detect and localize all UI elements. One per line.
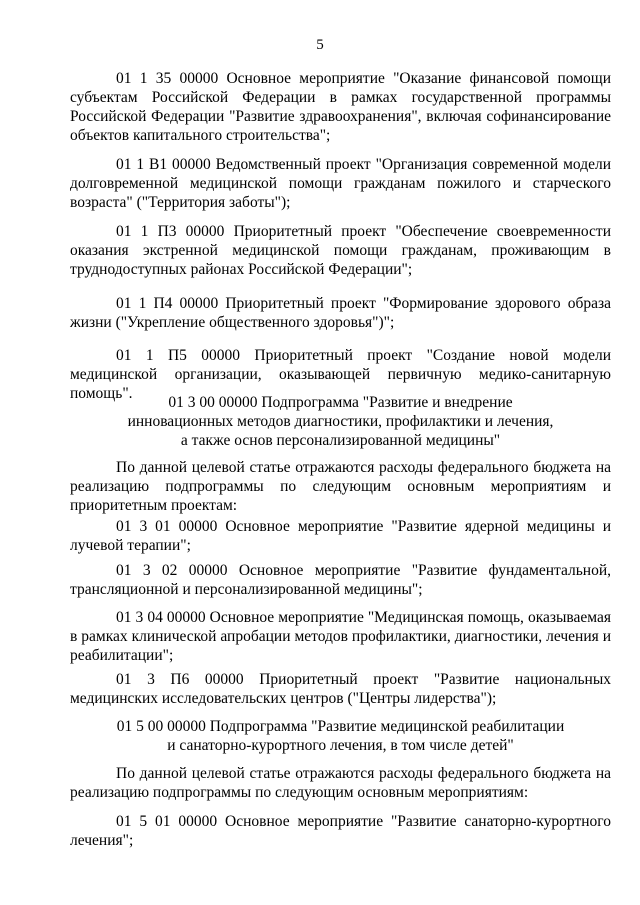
paragraph-subprogram-5-expenses: По данной целевой статье отражаются расходы федерального бюджета на реализацию подпрограммы по следующим основным мероприятиям: xyxy=(70,765,611,801)
paragraph-priority-project-emergency-care: 01 1 П3 00000 Приоритетный проект "Обеспечение своевременности оказания экстренной медицинской помощи гражданам, проживающим в труднодоступных районах Российской Федерации"; xyxy=(70,223,611,278)
heading-line: 01 5 00 00000 Подпрограмма "Развитие медицинской реабилитации xyxy=(116,718,565,735)
paragraph-fundamental-medicine: 01 3 02 00000 Основное мероприятие "Развитие фундаментальной, трансляционной и персонализированной медицины"; xyxy=(70,562,611,598)
section-heading-subprogram-5 xyxy=(70,717,611,755)
paragraph-main-activity-financial-aid: 01 1 35 00000 Основное мероприятие "Оказание финансовой помощи субъектам Российской Федерации в рамках государственной программы Российской Федерации "Развитие здравоохранения", включая софинансирование объектов капитального строительства"; xyxy=(70,70,611,144)
heading-line: инновационных методов диагностики, профилактики и лечения, xyxy=(127,413,554,430)
paragraph-clinical-approbation: 01 3 04 00000 Основное мероприятие "Медицинская помощь, оказываемая в рамках клинической апробации методов профилактики, диагностики, лечения и реабилитации"; xyxy=(70,609,611,664)
heading-line: 01 3 00 00000 Подпрограмма "Развитие и внедрение xyxy=(168,394,513,411)
heading-line: и санаторно-курортного лечения, в том числе детей" xyxy=(167,737,514,754)
paragraph-departmental-project-care: 01 1 В1 00000 Ведомственный проект "Организация современной модели долговременной медицинской помощи гражданам пожилого и старческого возраста" ("Территория заботы"); xyxy=(70,156,611,211)
paragraph-sanatorium-treatment: 01 5 01 00000 Основное мероприятие "Развитие санаторно-курортного лечения"; xyxy=(70,813,611,849)
paragraph-leadership-centers: 01 3 П6 00000 Приоритетный проект "Развитие национальных медицинских исследовательских центров ("Центры лидерства"); xyxy=(70,671,611,707)
paragraph-subprogram-3-expenses: По данной целевой статье отражаются расходы федерального бюджета на реализацию подпрограммы по следующим основным мероприятиям и приоритетным проектам: xyxy=(70,459,611,514)
paragraph-priority-project-healthy-lifestyle: 01 1 П4 00000 Приоритетный проект "Формирование здорового образа жизни ("Укрепление общественного здоровья")"; xyxy=(70,295,611,331)
heading-line: а также основ персонализированной медицины" xyxy=(180,432,501,449)
paragraph-nuclear-medicine: 01 3 01 00000 Основное мероприятие "Развитие ядерной медицины и лучевой терапии"; xyxy=(70,518,611,554)
paragraph-priority-project-primary-care: 01 1 П5 00000 Приоритетный проект "Создание новой модели медицинской организации, оказывающей первичную медико-санитарную помощь". xyxy=(70,347,611,402)
section-heading-subprogram-3 xyxy=(70,393,611,450)
page-number: 5 xyxy=(316,37,324,53)
